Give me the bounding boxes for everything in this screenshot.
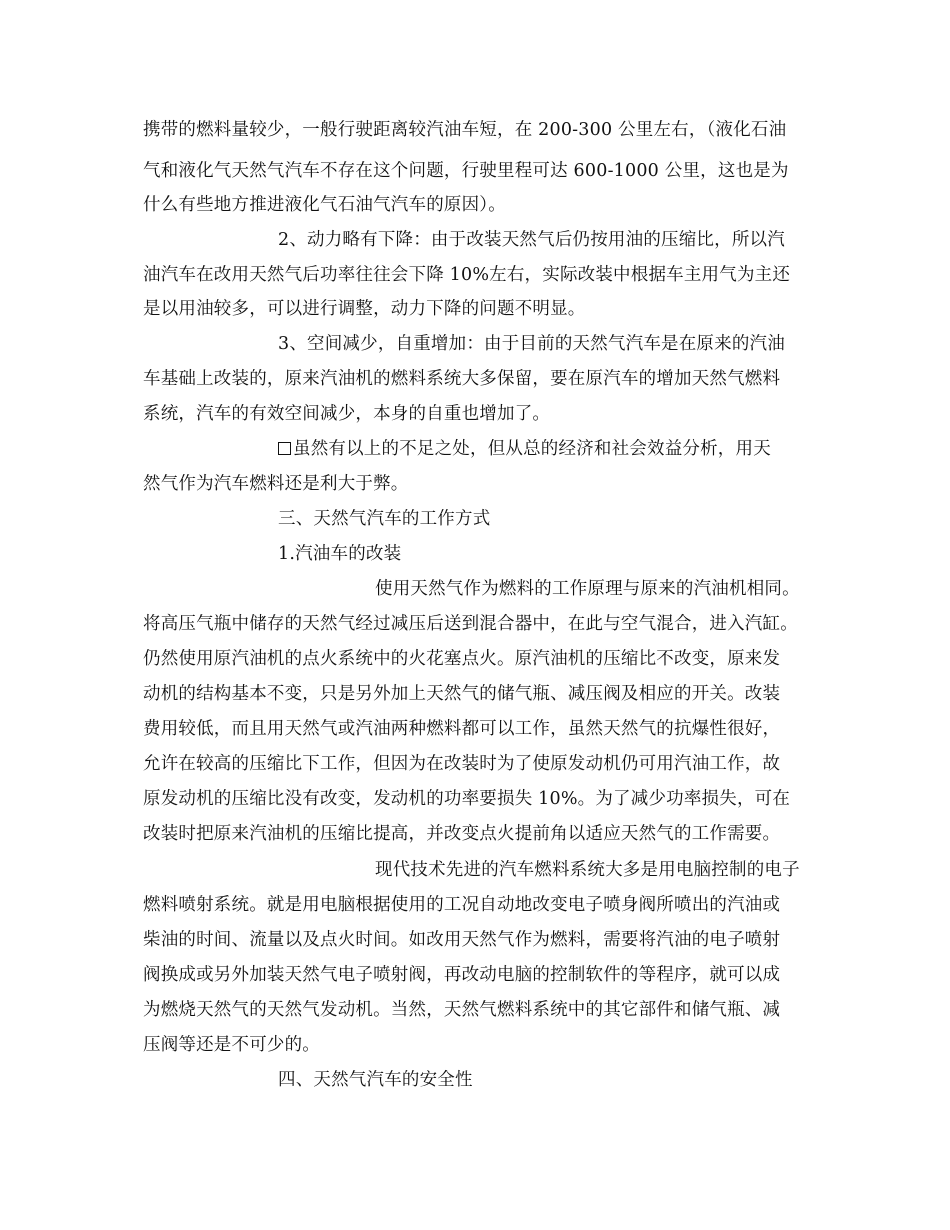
paragraph-line: 油汽车在改用天然气后功率往往会下降 10%左右，实际改装中根据车主用气为主还: [143, 265, 791, 285]
paragraph-line: 3、空间减少，自重增加：由于目前的天然气汽车是在原来的汽油: [278, 334, 785, 354]
paragraph-line: 系统，汽车的有效空间减少，本身的自重也增加了。: [143, 404, 551, 424]
paragraph-line-text: 虽然有以上的不足之处，但从总的经济和社会效益分析，用天: [293, 439, 771, 459]
paragraph-line: 然气作为汽车燃料还是利大于弊。: [143, 474, 409, 494]
paragraph-line: 将高压气瓶中储存的天然气经过减压后送到混合器中，在此与空气混合，进入汽缸。: [143, 614, 798, 634]
paragraph-line: 原发动机的压缩比没有改变，发动机的功率要损失 10%。为了减少功率损失，可在: [143, 789, 791, 809]
paragraph-line: 车基础上改装的，原来汽油机的燃料系统大多保留，要在原汽车的增加天然气燃料: [143, 369, 781, 389]
paragraph-line: 改装时把原来汽油机的压缩比提高，并改变点火提前角以适应天然气的工作需要。: [143, 824, 781, 844]
paragraph-line: 携带的燃料量较少，一般行驶距离较汽油车短，在 200-300 公里左右，（液化石油: [143, 120, 787, 140]
paragraph-line: 仍然使用原汽油机的点火系统中的火花塞点火。原汽油机的压缩比不改变，原来发: [143, 649, 781, 669]
paragraph-line: 动机的结构基本不变，只是另外加上天然气的储气瓶、减压阀及相应的开关。改装: [143, 684, 781, 704]
paragraph-line: 2、动力略有下降：由于改装天然气后仍按用油的压缩比，所以汽: [278, 230, 785, 250]
paragraph-line: 压阀等还是不可少的。: [143, 1035, 320, 1055]
subsection-heading: 1.汽油车的改装: [278, 544, 402, 564]
paragraph-line: 阀换成或另外加装天然气电子喷射阀，再改动电脑的控制软件的等程序，就可以成: [143, 965, 781, 985]
checkbox-square-icon: [278, 442, 291, 455]
paragraph-line: 柴油的时间、流量以及点火时间。如改用天然气作为燃料，需要将汽油的电子喷射: [143, 930, 781, 950]
paragraph-line: 费用较低，而且用天然气或汽油两种燃料都可以工作，虽然天然气的抗爆性很好，: [143, 719, 781, 739]
paragraph-line: 是以用油较多，可以进行调整，动力下降的问题不明显。: [143, 299, 586, 319]
paragraph-line: 允许在较高的压缩比下工作，但因为在改装时为了使原发动机仍可用汽油工作，故: [143, 754, 781, 774]
paragraph-line: 燃料喷射系统。就是用电脑根据使用的工况自动地改变电子喷身阀所喷出的汽油或: [143, 895, 781, 915]
paragraph-line: 什么有些地方推进液化气石油气汽车的原因）。: [143, 195, 506, 215]
paragraph-line: 使用天然气作为燃料的工作原理与原来的汽油机相同。: [375, 579, 800, 599]
paragraph-line-with-box: [278, 439, 771, 459]
paragraph-line: 现代技术先进的汽车燃料系统大多是用电脑控制的电子: [375, 860, 800, 880]
paragraph-line: 为燃烧天然气的天然气发动机。当然，天然气燃料系统中的其它部件和储气瓶、减: [143, 1000, 781, 1020]
section-heading: 四、天然气汽车的安全性: [278, 1070, 473, 1090]
paragraph-line: 气和液化气天然气汽车不存在这个问题，行驶里程可达 600-1000 公里，这也是为: [143, 161, 789, 181]
section-heading: 三、天然气汽车的工作方式: [278, 509, 491, 529]
